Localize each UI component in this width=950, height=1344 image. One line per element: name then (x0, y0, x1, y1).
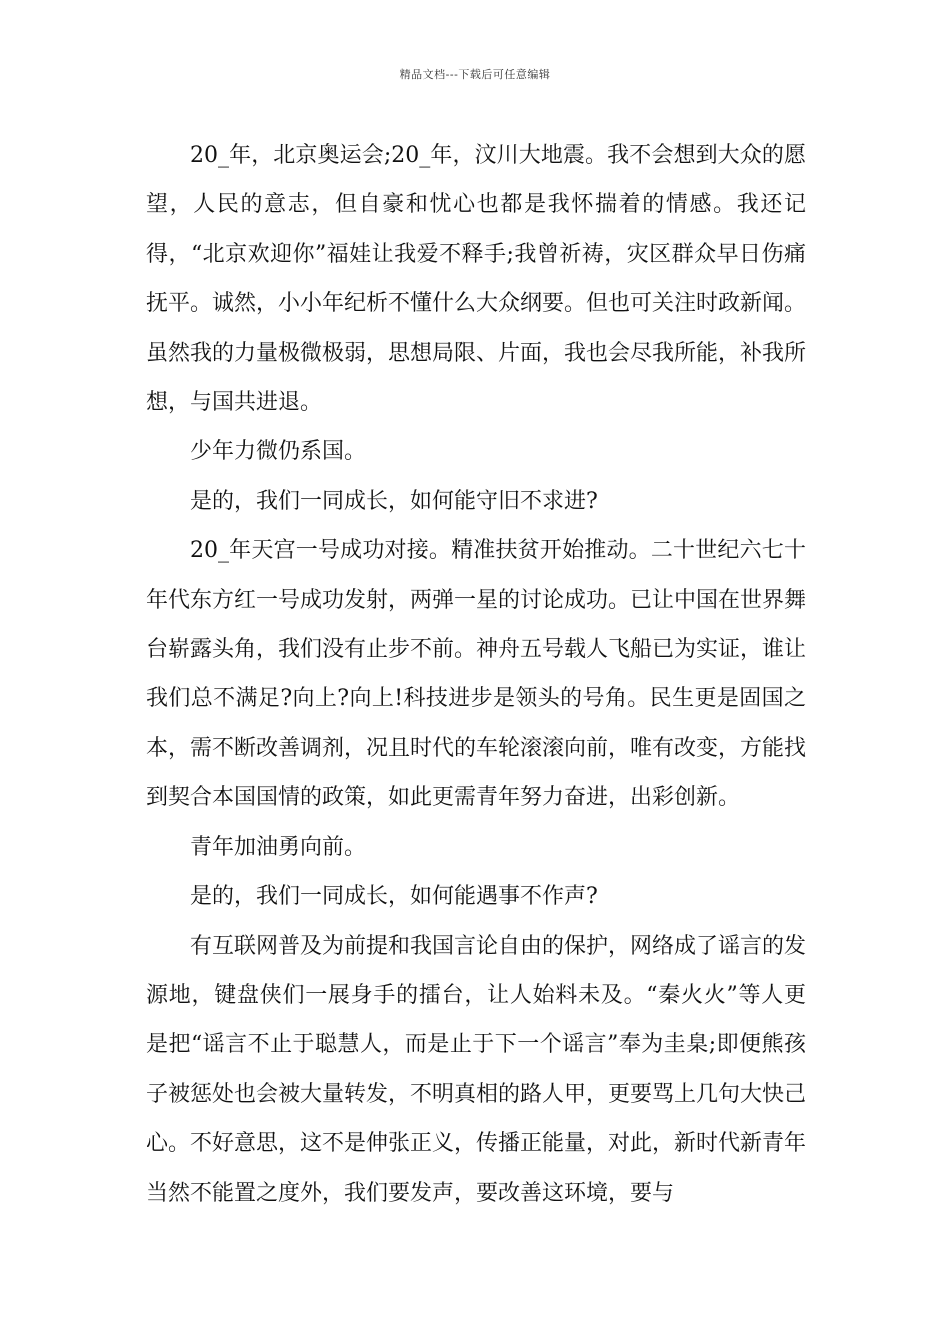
document-body (146, 131, 806, 1218)
paragraph-3: 是的，我们一同成长，如何能守旧不求进? (190, 488, 598, 514)
paragraph-4: 20_年天宫一号成功对接。精准扶贫开始推动。二十世纪六七十年代东方红一号成功发射，两弹一星的讨论成功。已让中国在世界舞台崭露头角，我们没有止步不前。神舟五号载人飞船已为实证，谁让我们总不满足?向上?向上!科技进步是领头的号角。民生更是固国之本，需不断改善调剂，况且时代的车轮滚滚向前，唯有改变，方能找到契合本国国情的政策，如此更需青年努力奋进，出彩创新。 (146, 538, 807, 811)
paragraph-1: 20_年，北京奥运会;20_年，汶川大地震。我不会想到大众的愿望，人民的意志，但自豪和忧心也都是我怀揣着的情感。我还记得，“北京欢迎你”福娃让我爱不释手;我曾祈祷，灾区群众早日伤痛抚平。诚然，小小年纪析不懂什么大众纲要。但也可关注时政新闻。虽然我的力量极微极弱，思想局限、片面，我也会尽我所能，补我所想，与国共进退。 (146, 143, 807, 416)
paragraph-7: 有互联网普及为前提和我国言论自由的保护，网络成了谣言的发源地，键盘侠们一展身手的擂台，让人始料未及。“秦火火”等人更是把“谣言不止于聪慧人，而是止于下一个谣言”奉为圭臬;即便熊孩子被惩处也会被大量转发，不明真相的路人甲，更要骂上几句大快己心。不好意思，这不是伸张正义，传播正能量，对此，新时代新青年当然不能置之度外，我们要发声，要改善这环境，要与 (146, 933, 807, 1206)
paragraph-2: 少年力微仍系国。 (190, 439, 367, 465)
paragraph-6: 是的，我们一同成长，如何能遇事不作声? (190, 884, 598, 910)
paragraph-5: 青年加油勇向前。 (190, 834, 367, 860)
page-header: 精品文档---下载后可任意编辑 (399, 68, 551, 81)
